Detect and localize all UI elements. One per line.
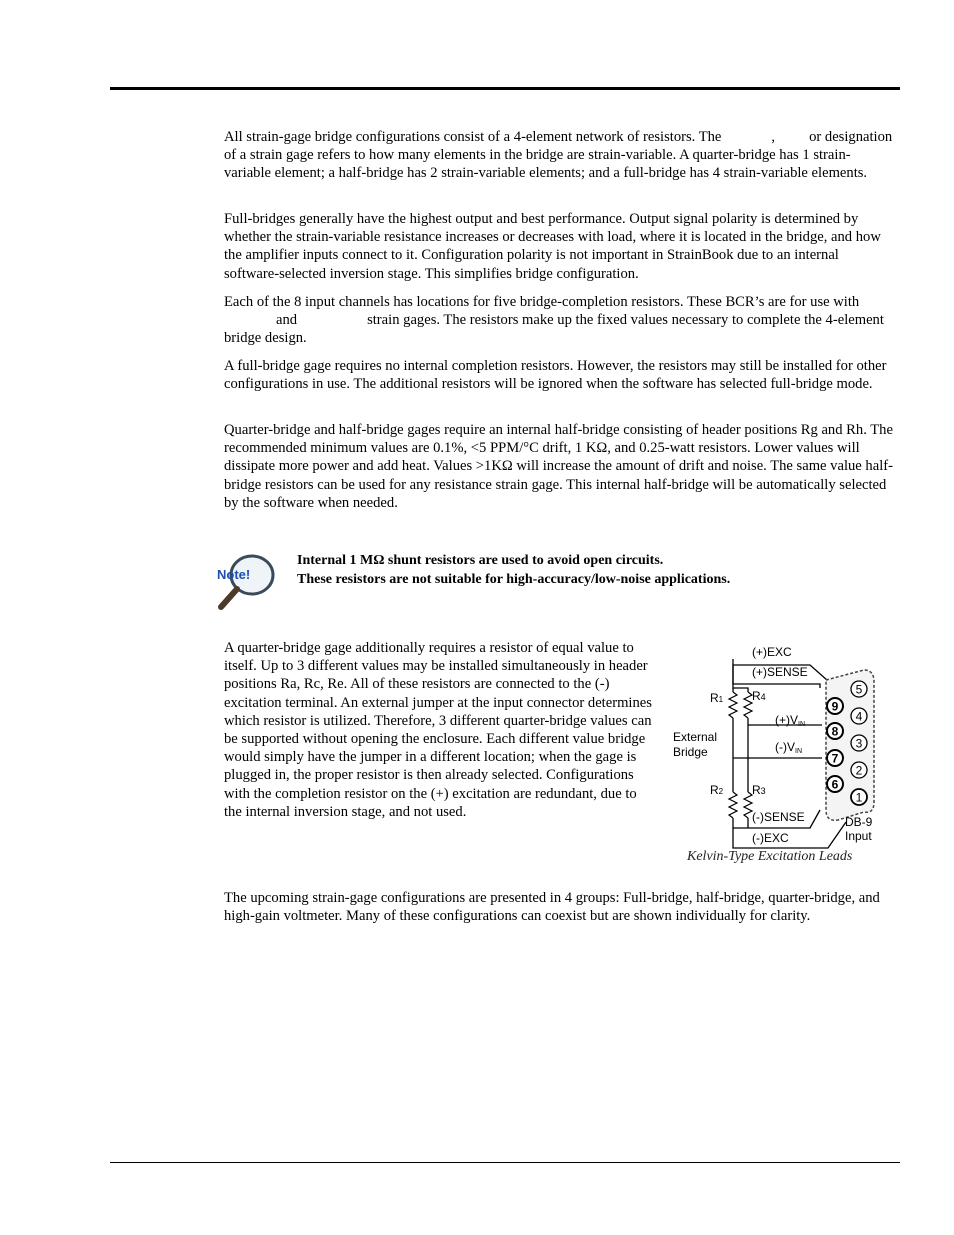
resistor-r3 [744,792,752,818]
header-rule [110,87,900,90]
r2-label: R2 [710,783,724,797]
p1-or: or [809,129,822,145]
note-line-2: These resistors are not suitable for high-accuracy/low-noise applications. [297,572,731,587]
p1-text-a: All strain-gage bridge configurations consist of a 4-element network of resistors. The [224,129,722,145]
pin-3-label: 3 [855,736,863,751]
bridge-label: Bridge [673,745,708,759]
paragraph-full-bridge-gage: A full-bridge gage requires no internal completion resistors. However, the resistors may still be installed for other configurations in use. The additional resistors will be ignored when the software has selected full-bridge mode. [224,358,887,393]
r3-label: R3 [752,783,766,797]
paragraph-input-channels [224,293,896,348]
vin-neg-label: (-)VIN [775,740,802,755]
db9-label: DB-9 [845,815,873,829]
p1-text-b: designation of a strain gage refers to how many elements in the bridge are strain-variable. A quarter-bridge has 1 strain-variable element; a half-bridge has 2 strain-variable elements; and a full-bridge has 4 strain-variable elements. [224,129,893,182]
external-label: External [673,730,718,744]
paragraph-quarter-bridge: A quarter-bridge gage additionally requires a resistor of equal value to itself. Up to 3 different values may be installed simultaneously in header positions Ra, Rc, Re. All of these resistors are connected to the (-) excitation terminal. An external jumper at the input connector determines which resistor is utilized. Therefore, 3 different quarter-bridge values can be supported without opening the enclosure. Each different value bridge would simply have the jumper in a different location; when the gage is plugged in, the proper resistor is then already selected. Configurations with the completion resistor on the (+) excitation are redundant, due to the internal inversion stage, and not used. [224,640,652,820]
kelvin-bridge-diagram [668,640,894,872]
note-block [297,551,730,589]
pin-4-label: 4 [855,709,863,724]
pin-8-label: 8 [831,724,839,739]
diagram-caption: Kelvin-Type Excitation Leads [687,849,853,864]
paragraph-half-bridge-gages: Quarter-bridge and half-bridge gages require an internal half-bridge consisting of header positions Rg and Rh. The recommended minimum values are 0.1%, <5 PPM/°C drift, 1 KΩ, and 0.25-watt resistors. Lower values will dissipate more power and add heat. Values >1KΩ will increase the amount of drift and noise. The same value half-bridge resistors can be used for any resistance strain gage. This internal half-bridge will be automatically selected by the software when needed. [224,422,893,511]
pin-9-label: 9 [831,699,839,714]
sense-neg-label: (-)SENSE [752,810,805,824]
footer-rule [110,1162,900,1163]
sense-pos-label: (+)SENSE [752,665,808,679]
r4-label: R4 [752,689,766,703]
pin-1-label: 1 [855,790,863,805]
exc-neg-label: (-)EXC [752,831,789,845]
exc-pos-label: (+)EXC [752,645,792,659]
r1-label: R1 [710,691,724,705]
pin-5-label: 5 [855,682,863,697]
p1-comma: , [771,129,776,145]
p3-and: and [276,312,298,329]
pin-6-label: 6 [831,777,839,792]
paragraph-bridge-elements [224,128,896,183]
pin-2-label: 2 [855,763,863,778]
pin-7-label: 7 [831,751,839,766]
note-icon-text: Note! [217,567,251,582]
p3-text-b: strain gages. The resistors make up the fixed values necessary to complete the 4-element bridge design. [224,312,884,347]
paragraph-configuration-groups: The upcoming strain-gage configurations are presented in 4 groups: Full-bridge, half-bridge, quarter-bridge, and high-gain voltmeter. Many of these configurations can coexist but are shown individually for clarity. [224,890,880,925]
note-magnifier-icon [215,551,277,611]
resistor-r4 [744,692,752,718]
resistor-r2 [729,792,737,818]
input-label: Input [845,829,872,843]
p3-text-a: Each of the 8 input channels has locations for five bridge-completion resistors. These BCR’s are for use with [224,294,860,310]
vin-pos-label: (+)VIN [775,713,806,728]
resistor-r1 [729,692,737,718]
note-line-1: Internal 1 MΩ shunt resistors are used to avoid open circuits. [297,553,664,568]
paragraph-full-bridges: Full-bridges generally have the highest output and best performance. Output signal polarity is determined by whether the strain-variable resistance increases or decreases with load, where it is located in the bridge, and how the amplifier inputs connect to it. Configuration polarity is not important in StrainBook due to an internal software-selected inversion stage. This simplifies bridge configuration. [224,211,881,282]
